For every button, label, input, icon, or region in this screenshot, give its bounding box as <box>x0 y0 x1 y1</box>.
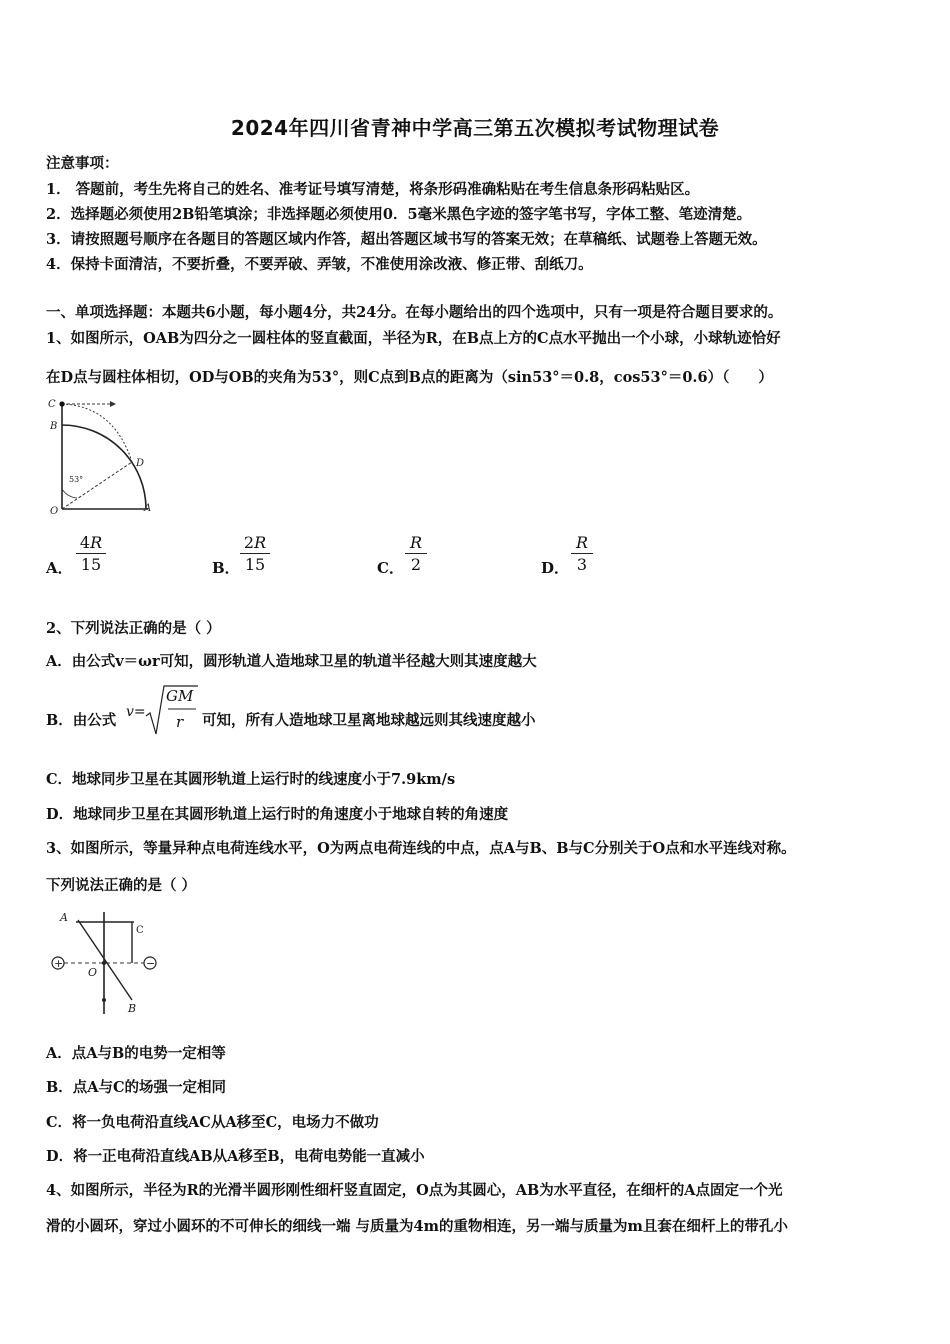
q1-option-a-num-coef: 4 <box>79 533 91 552</box>
q1-option-d-letter[interactable]: D． <box>541 559 570 577</box>
q1-fig-label-c: C <box>48 399 56 410</box>
q1-option-b-num-coef: 2 <box>243 533 255 552</box>
q3-fig-label-o: O <box>88 966 98 979</box>
notice-item: 1． 答题前，考生先将自己的姓名、准考证号填写清楚，将条形码准确粘贴在考生信息条形码粘贴区。 <box>46 181 700 198</box>
q2-option-b-prefix[interactable]: B．由公式 <box>46 712 117 729</box>
q1-option-b-num-var: R <box>254 533 267 552</box>
q1-fig-label-b: B <box>50 421 58 432</box>
page-title: 2024年四川省青神中学高三第五次模拟考试物理试卷 <box>230 116 720 140</box>
q1-fig-label-d: D <box>136 458 145 469</box>
q1-option-c-letter[interactable]: C． <box>377 559 404 577</box>
q2-option-b-formula <box>126 684 198 736</box>
q2-formula-num: GM <box>166 687 194 705</box>
q1-option-c-num-var: R <box>409 533 423 552</box>
section-heading: 一、单项选择题：本题共6小题，每小题4分，共24分。在每小题给出的四个选项中，只有一项是符合题目要求的。 <box>46 304 783 321</box>
q1-option-d-num-var: R <box>575 533 589 552</box>
positive-charge-icon: + <box>54 957 64 970</box>
q3-fig-label-c: C <box>136 925 144 936</box>
notice-item: 3．请按照题号顺序在各题目的答题区域内作答，超出答题区域书写的答案无效；在草稿纸、试题卷上答题无效。 <box>46 231 767 248</box>
q4-stem-line2: 滑的小圆环，穿过小圆环的不可伸长的细线一端 与质量为4m的重物相连，另一端与质量为m且套在细杆上的带孔小 <box>46 1218 788 1235</box>
q2-formula-den: r <box>176 713 184 731</box>
q1-figure <box>44 394 164 519</box>
notice-heading: 注意事项： <box>46 155 119 172</box>
q1-option-b-den: 15 <box>244 555 266 574</box>
q1-option-c-den: 2 <box>410 555 422 574</box>
notice-item: 2．选择题必须使用2B铅笔填涂；非选择题必须使用0．5毫米黑色字迹的签字笔书写，字体工整、笔迹清楚。 <box>46 206 752 223</box>
q4-stem-line1: 4、如图所示，半径为R的光滑半圆形刚性细杆竖直固定，O点为其圆心，AB为水平直径，在细杆的A点固定一个光 <box>46 1182 783 1199</box>
q3-option-d[interactable]: D．将一正电荷沿直线AB从A移至B，电荷电势能一直减小 <box>46 1148 425 1165</box>
q1-option-a-num-var: R <box>90 533 103 552</box>
q1-option-d-fraction[interactable] <box>571 533 593 574</box>
q1-option-a-den: 15 <box>80 555 102 574</box>
q2-stem: 2、下列说法正确的是（ ） <box>46 620 221 637</box>
q3-fig-label-b: B <box>128 1002 137 1015</box>
q1-fig-label-a: A <box>144 503 152 514</box>
q3-stem-line1: 3、如图所示，等量异种点电荷连线水平，O为两点电荷连线的中点，点A与B、B与C分别关于O点和水平连线对称。 <box>46 840 796 857</box>
q1-stem-line1: 1、如图所示，OAB为四分之一圆柱体的竖直截面，半径为R，在B点上方的C点水平抛出一个小球，小球轨迹恰好 <box>46 330 781 347</box>
q2-option-c[interactable]: C．地球同步卫星在其圆形轨道上运行时的线速度小于7.9km/s <box>46 771 456 788</box>
q1-option-c-fraction[interactable] <box>405 533 427 574</box>
q3-stem-line2: 下列说法正确的是（ ） <box>46 877 197 894</box>
q1-fig-label-angle: 53° <box>69 475 84 484</box>
q3-option-a[interactable]: A．点A与B的电势一定相等 <box>46 1045 226 1062</box>
q2-option-d[interactable]: D．地球同步卫星在其圆形轨道上运行时的角速度小于地球自转的角速度 <box>46 806 509 823</box>
q1-option-d-den: 3 <box>576 555 588 574</box>
q1-stem-line2: 在D点与圆柱体相切，OD与OB的夹角为53°，则C点到B点的距离为（sin53°＝0.8，cos53°＝0.6）（ ） <box>46 369 773 386</box>
q1-option-b-fraction[interactable] <box>240 533 270 574</box>
q2-option-a[interactable]: A．由公式v＝ωr可知，圆形轨道人造地球卫星的轨道半径越大则其速度越大 <box>46 653 537 670</box>
q1-fig-label-o: O <box>50 506 59 517</box>
q2-option-b-suffix[interactable]: 可知，所有人造地球卫星离地球越远则其线速度越小 <box>202 712 536 729</box>
q1-option-a-letter[interactable]: A． <box>46 559 73 577</box>
negative-charge-icon: − <box>146 957 156 970</box>
q3-option-b[interactable]: B．点A与C的场强一定相同 <box>46 1079 227 1096</box>
q2-formula-v: v= <box>126 704 146 720</box>
q1-option-b-letter[interactable]: B． <box>212 559 240 577</box>
q3-option-c[interactable]: C．将一负电荷沿直线AC从A移至C，电场力不做功 <box>46 1114 379 1131</box>
q3-fig-label-a: A <box>60 911 68 924</box>
q3-figure <box>46 906 166 1018</box>
q1-option-a-fraction[interactable] <box>76 533 106 574</box>
notice-item: 4．保持卡面清洁，不要折叠，不要弄破、弄皱，不准使用涂改液、修正带、刮纸刀。 <box>46 256 593 273</box>
